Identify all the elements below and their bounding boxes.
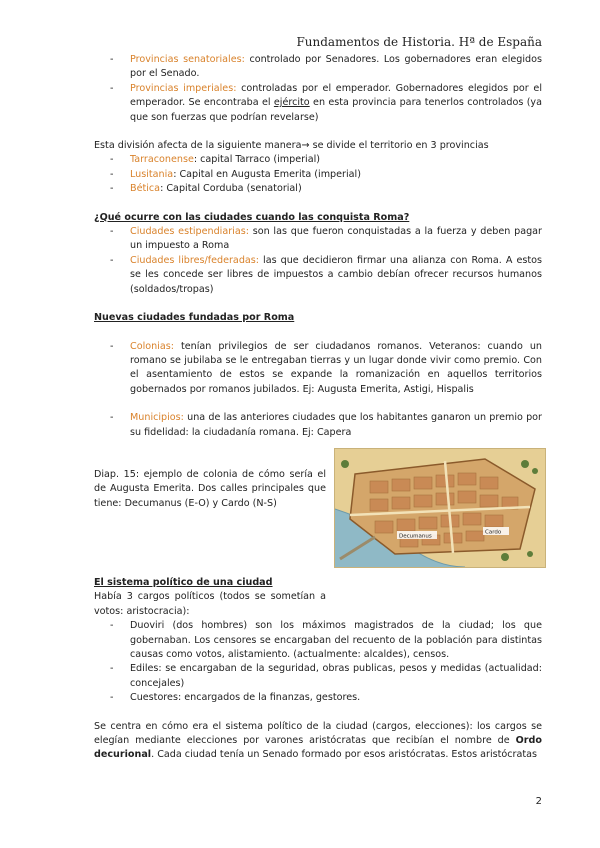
term-text: las que decidieron firmar una alianza con Roma. A estos se les concede ser libres de impuestos a cambio debían ofrecer recursos humanos (soldados/tropas) xyxy=(130,254,542,295)
roman-colony-illustration xyxy=(334,448,546,568)
term-label: Bética xyxy=(130,183,161,195)
diap-figure xyxy=(94,448,542,576)
cardo-label: Cardo xyxy=(485,529,502,536)
term-label: Municipios: xyxy=(130,412,184,424)
term-label: Ciudades libres/federadas: xyxy=(130,254,260,266)
term-label: Provincias imperiales: xyxy=(130,82,237,94)
new-cities-list xyxy=(94,340,542,398)
colony-map-drawing xyxy=(335,449,545,567)
list-item: - Cuestores: encargados de la finanzas, gestores. xyxy=(130,691,542,705)
term-label: Ciudades estipendiarias: xyxy=(130,226,249,238)
list-item xyxy=(130,340,542,398)
term-text: una de las anteriores ciudades que los habitantes ganaron un premio por su fidelidad: la ciudadanía romana. Ej: Capera xyxy=(130,412,542,438)
page-header: Fundamentos de Historia. Hª de España xyxy=(296,35,542,49)
political-system-section xyxy=(94,576,542,763)
section-heading: ¿Qué ocurre con las ciudades cuando las conquista Roma? xyxy=(94,211,410,223)
page-content xyxy=(94,53,542,763)
political-list xyxy=(94,619,542,705)
province-types-list xyxy=(94,53,542,125)
decumanus-label: Decumanus xyxy=(399,533,432,540)
term-text: controlado por Senadores. Los gobernadores eran elegidos por el Senado. xyxy=(130,54,542,80)
term-text: controladas por el emperador. Gobernadores elegidos por el emperador. Se encontraba el xyxy=(130,82,542,109)
section-heading: El sistema político de una ciudad xyxy=(94,576,273,588)
term-label: Tarraconense xyxy=(130,154,194,166)
political-intro: Había 3 cargos políticos (todos se sometían a votos: aristocracia): xyxy=(94,591,326,617)
term-text: : capital Tarraco (imperial) xyxy=(193,154,320,166)
paragraph-text: Se centra en cómo era el sistema político de la ciudad (cargos, elecciones): los cargos se elegían mediante elecciones por varones aristócratas que recibían el nombre de xyxy=(94,720,542,746)
underlined-word: ejército xyxy=(273,97,310,109)
list-item: - Ediles: se encargaban de la seguridad, obras publicas, pesos y medidas (actualidad: concejales) xyxy=(130,662,542,691)
new-cities-list xyxy=(94,411,542,440)
division-intro: Esta división afecta de la siguiente manera→ se divide el territorio en 3 provincias xyxy=(94,140,489,152)
term-text: : Capital en Augusta Emerita (imperial) xyxy=(173,168,361,180)
list-item xyxy=(130,225,542,254)
list-item xyxy=(130,168,542,182)
list-item: - Duoviri (dos hombres) son los máximos magistrados de la ciudad; los que gobernaban. Los censores se encargaban del recuento de la población para distintas causas como votos, alistamiento. (actualmente: alcaldes), censos. xyxy=(130,619,542,662)
term-label: Provincias senatoriales: xyxy=(130,54,245,65)
closing-paragraph xyxy=(94,720,542,763)
bold-term: Ordo decurional xyxy=(94,735,542,761)
page-number: 2 xyxy=(535,796,542,807)
term-text: son las que fueron conquistadas a la fuerza y deben pagar un impuesto a Roma xyxy=(130,226,542,252)
provinces-list xyxy=(94,153,542,196)
conquest-list xyxy=(94,225,542,297)
term-text: : Capital Corduba (senatorial) xyxy=(160,183,302,195)
section-heading: Nuevas ciudades fundadas por Roma xyxy=(94,312,295,324)
list-item xyxy=(130,153,542,167)
figure-caption: Diap. 15: ejemplo de colonia de cómo sería el de Augusta Emerita. Dos calles principales que tiene: Decumanus (E-O) y Cardo (N-S) xyxy=(94,468,326,509)
list-item xyxy=(130,182,542,196)
term-label: Colonias: xyxy=(130,340,174,352)
paragraph-text: . Cada ciudad tenía un Senado formado por esos aristócratas. Estos aristócratas xyxy=(151,749,538,761)
list-item xyxy=(130,411,542,440)
term-label: Lusitania xyxy=(130,168,174,180)
term-text: en esta provincia para tenerlos controlados (ya que son fuerzas que podrían revelarse) xyxy=(130,97,542,123)
term-text: tenían privilegios de ser ciudadanos romanos. Veteranos: cuando un romano se jubilaba se le entregaban tierras y un lugar donde vivir como premio. Con el asentamiento de estos se expande la romanización en aquellos territorios gobernados por romanos jubilados. Ej: Augusta Emerita, Astigi, Hispalis xyxy=(130,340,542,395)
list-item xyxy=(130,254,542,297)
list-item xyxy=(130,53,542,82)
list-item xyxy=(130,82,542,125)
